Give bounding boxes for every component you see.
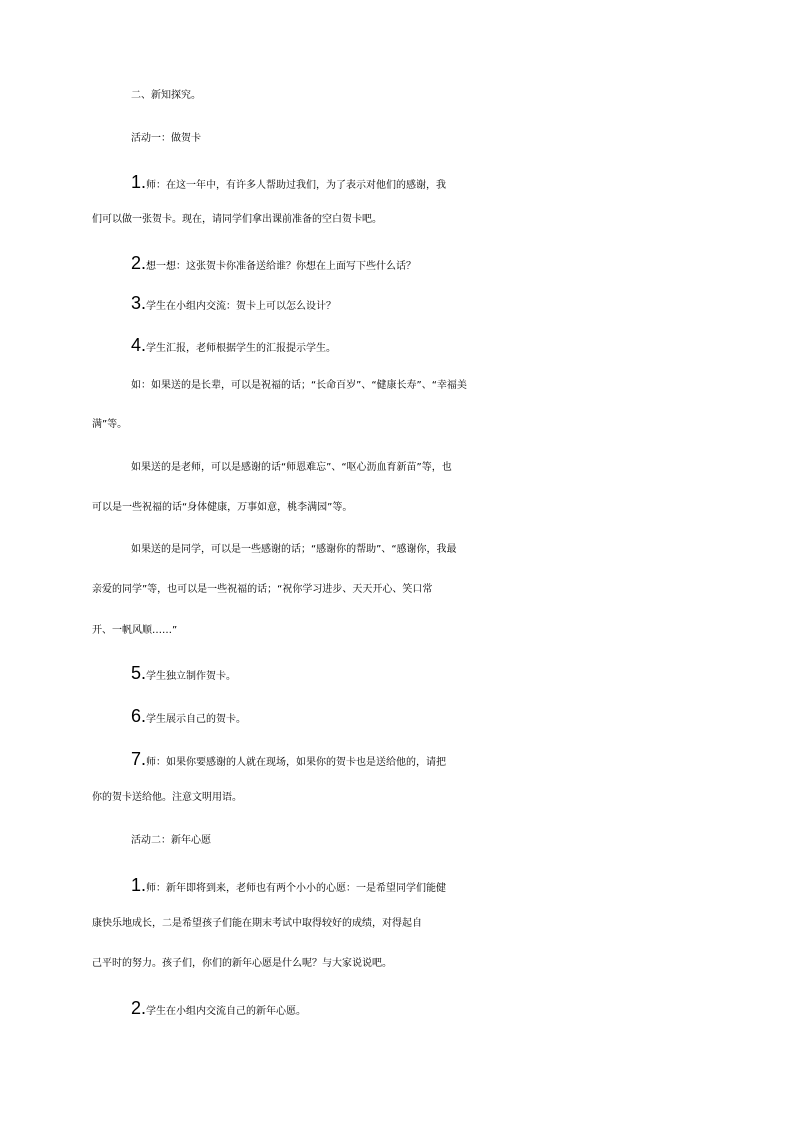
example3-line2: 亲爱的同学”等，也可以是一些祝福的话；“祝你学习进步、天天开心、笑口常 bbox=[92, 584, 433, 595]
step-number: 3. bbox=[131, 293, 147, 313]
step-text: 师：如果你要感谢的人就在现场，如果你的贺卡也是送给他的，请把 bbox=[146, 757, 447, 768]
activity1-step1-line1 bbox=[0, 170, 794, 194]
step-text: 想一想：这张贺卡你准备送给谁？你想在上面写下些什么话？ bbox=[146, 261, 417, 272]
activity1-step7-line2: 你的贺卡送给他。注意文明用语。 bbox=[92, 792, 242, 803]
example1-line2: 满”等。 bbox=[92, 419, 128, 430]
step-number: 4. bbox=[131, 335, 147, 355]
activity2-step1-line3: 己平时的努力。孩子们，你们的新年心愿是什么呢？与大家说说吧。 bbox=[92, 958, 392, 969]
example3-line1: 如果送的是同学，可以是一些感谢的话；“感谢你的帮助”、“感谢你，我最 bbox=[131, 544, 457, 555]
activity1-step5 bbox=[0, 661, 794, 685]
step-number: 1. bbox=[131, 875, 147, 895]
activity2-step2 bbox=[0, 996, 794, 1020]
activity1-step4 bbox=[0, 333, 794, 357]
step-number: 2. bbox=[131, 998, 147, 1018]
step-text: 学生独立制作贺卡。 bbox=[146, 671, 237, 682]
step-text: 学生在小组内交流：贺卡上可以怎么设计？ bbox=[146, 301, 337, 312]
step-text: 学生展示自己的贺卡。 bbox=[146, 714, 247, 725]
activity1-step7-line1 bbox=[0, 747, 794, 771]
activity2-title: 活动二：新年心愿 bbox=[131, 835, 211, 846]
step-text: 学生汇报，老师根据学生的汇报提示学生。 bbox=[146, 343, 337, 354]
step-number: 7. bbox=[131, 749, 147, 769]
step-text: 学生在小组内交流自己的新年心愿。 bbox=[146, 1006, 307, 1017]
activity2-step1-line1 bbox=[0, 873, 794, 897]
step-number: 5. bbox=[131, 663, 147, 683]
activity1-step3 bbox=[0, 291, 794, 315]
activity1-step1-line2: 们可以做一张贺卡。现在，请同学们拿出课前准备的空白贺卡吧。 bbox=[92, 214, 382, 225]
activity2-step1-line2: 康快乐地成长，二是希望孩子们能在期末考试中取得较好的成绩，对得起自 bbox=[92, 918, 422, 929]
activity1-title: 活动一：做贺卡 bbox=[131, 133, 201, 144]
step-text: 师：新年即将到来，老师也有两个小小的心愿：一是希望同学们能健 bbox=[146, 883, 447, 894]
example2-line1: 如果送的是老师，可以是感谢的话“师恩难忘”、“呕心沥血育新苗”等，也 bbox=[131, 462, 452, 473]
example3-line3: 开、一帆风顺……” bbox=[92, 625, 178, 636]
step-number: 2. bbox=[131, 253, 147, 273]
step-text: 师：在这一年中，有许多人帮助过我们，为了表示对他们的感谢，我 bbox=[146, 180, 447, 191]
activity1-step2 bbox=[0, 251, 794, 275]
activity1-step6 bbox=[0, 704, 794, 728]
section-heading: 二、新知探究。 bbox=[131, 90, 201, 101]
example2-line2: 可以是一些祝福的话“身体健康，万事如意，桃李满园”等。 bbox=[92, 502, 353, 513]
step-number: 6. bbox=[131, 706, 147, 726]
example1-line1: 如：如果送的是长辈，可以是祝福的话；“长命百岁”、“健康长寿”、“幸福美 bbox=[131, 380, 467, 391]
step-number: 1. bbox=[131, 172, 147, 192]
